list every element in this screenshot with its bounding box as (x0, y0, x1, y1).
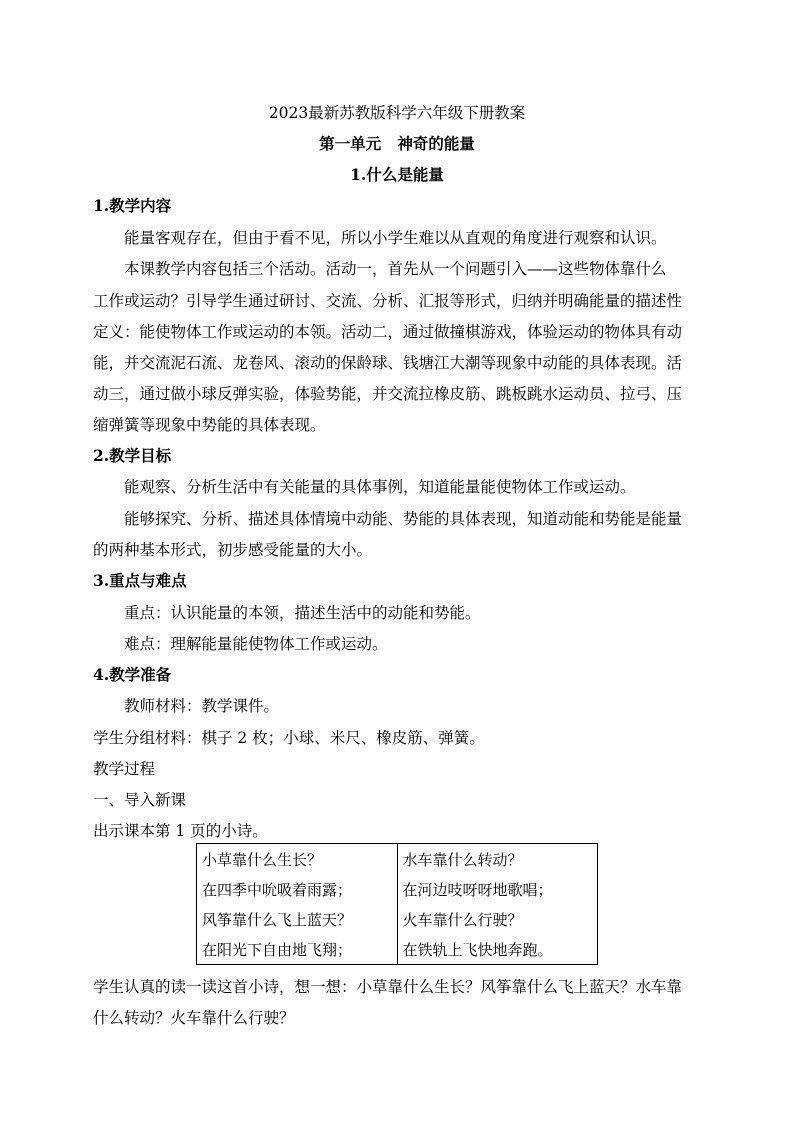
paragraph-line: 的两种基本形式，初步感受能量的大小。 (93, 541, 373, 559)
document-title: 2023最新苏教版科学六年级下册教案 (268, 104, 526, 122)
poem-cell: 在阳光下自由地飞翔； (197, 934, 398, 965)
lesson-title: 1.什么是能量 (350, 165, 444, 184)
paragraph-line: 动三，通过做小球反弹实验，体验势能，并交流拉橡皮筋、跳板跳水运动员、拉弓、压 (93, 385, 683, 403)
paragraph-line: 学生分组材料：棋子 2 枚；小球、米尺、橡皮筋、弹簧。 (93, 729, 485, 747)
subsection-title: 一、导入新课 (93, 791, 187, 809)
paragraph-line: 教师材料：教学课件。 (124, 697, 280, 715)
poem-table (196, 843, 598, 965)
table-row (197, 934, 598, 965)
table-row (197, 844, 598, 875)
section-heading-content: 1.教学内容 (93, 196, 172, 215)
paragraph-line: 缩弹簧等现象中势能的具体表现。 (93, 416, 326, 434)
paragraph-line: 能，并交流泥石流、龙卷风、滚动的保龄球、钱塘江大潮等现象中动能的具体表现。活 (93, 354, 683, 372)
poem-cell: 小草靠什么生长？ (197, 844, 398, 875)
paragraph-line: 能量客观存在，但由于看不见，所以小学生难以从直观的角度进行观察和认识。 (124, 229, 667, 247)
process-title: 教学过程 (93, 760, 156, 778)
paragraph-line: 什么转动？火车靠什么行驶？ (93, 1009, 295, 1027)
paragraph-line: 重点：认识能量的本领，描述生活中的动能和势能。 (124, 604, 481, 622)
section-heading-goals: 2.教学目标 (93, 446, 172, 465)
section-heading-preparation: 4.教学准备 (93, 665, 172, 684)
poem-cell: 在铁轨上飞快地奔跑。 (397, 934, 598, 965)
paragraph-line: 本课教学内容包括三个活动。活动一，首先从一个问题引入——这些物体靠什么 (124, 260, 667, 278)
paragraph-line: 能够探究、分析、描述具体情境中动能、势能的具体表现，知道动能和势能是能量 (124, 510, 683, 528)
table-row (197, 904, 598, 934)
paragraph-line: 难点：理解能量能使物体工作或运动。 (124, 635, 388, 653)
poem-cell: 水车靠什么转动？ (397, 844, 598, 875)
paragraph-line: 学生认真的读一读这首小诗，想一想：小草靠什么生长？风筝靠什么飞上蓝天？水车靠 (93, 978, 683, 996)
poem-cell: 风筝靠什么飞上蓝天？ (197, 904, 398, 934)
table-row (197, 874, 598, 904)
poem-cell: 火车靠什么行驶？ (397, 904, 598, 934)
paragraph-line: 能观察、分析生活中有关能量的具体事例，知道能量能使物体工作或运动。 (124, 478, 636, 496)
poem-cell: 在四季中吮吸着雨露； (197, 874, 398, 904)
paragraph-line: 定义：能使物体工作或运动的本领。活动二，通过做撞棋游戏，体验运动的物体具有动 (93, 323, 683, 341)
section-heading-keypoints: 3.重点与难点 (93, 571, 187, 590)
paragraph-line: 出示课本第 1 页的小诗。 (93, 822, 268, 840)
unit-title: 第一单元 神奇的能量 (319, 134, 475, 153)
paragraph-line: 工作或运动？引导学生通过研讨、交流、分析、汇报等形式，归纳并明确能量的描述性 (93, 292, 683, 310)
poem-cell: 在河边吱呀呀地歌唱； (397, 874, 598, 904)
